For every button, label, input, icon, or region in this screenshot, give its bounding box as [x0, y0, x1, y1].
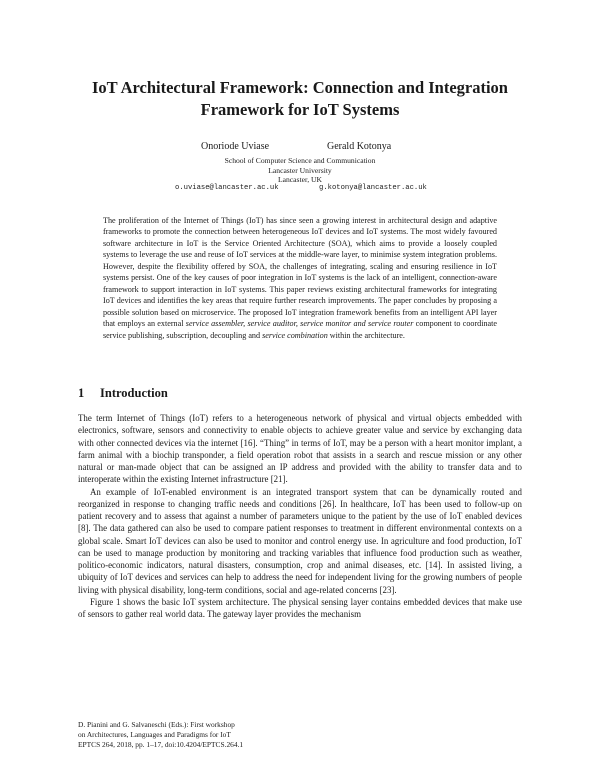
email-2: g.kotonya@lancaster.ac.uk	[319, 184, 427, 192]
footer-line-1: D. Pianini and G. Salvaneschi (Eds.): First workshop	[78, 720, 235, 729]
abstract	[103, 215, 497, 341]
page-footer	[78, 720, 243, 751]
body-paragraph-2: An example of IoT-enabled environment is an integrated transport system that can be dynamically routed and reorganized in response to changing traffic needs and conditions [26]. In healthcare, IoT has been used to follow-up on patient recovery and to assess that against a number of parameters unique to the patient by the use of IoT enabled devices [8]. The data gathered can also be used to compare patient responses to treatment in different environmental contexts on a global scale. Smart IoT devices can also be used to monitor and control energy use. In agriculture and food production, IoT can be used to manage production by monitoring and tracking variables that influence food production such as weather, politico-economic indicators, natural disasters, consumption, crop and animal diseases, etc. [14]. In assisted living, a ubiquity of IoT devices and services can help to address the need for independent living for the growing numbers of people living with physical disability, long-term conditions, social and age-related concerns [23].	[78, 486, 522, 595]
body-paragraph-3: Figure 1 shows the basic IoT system architecture. The physical sensing layer contains embedded devices that make use of sensors to gather real world data. The gateway layer provides the mechanism	[78, 596, 522, 619]
body-paragraph-1: The term Internet of Things (IoT) refers to a heterogeneous network of physical and virtual objects embedded with electronics, software, sensors and connectivity to enable objects to achieve greater value and service by exchanging data with other connected devices via the internet [16]. “Thing” in terms of IoT, may be a person with a heart monitor implant, a farm animal with a biochip transponder, a field operation robot that assists in a search and rescue mission or any other natural or man-made object that can be assigned an IP address and provided with the ability to transfer data and to interoperate within the existing Internet infrastructure [21].	[78, 413, 522, 485]
author-name-1: Onoriode Uviase	[201, 141, 270, 152]
title-line-1: IoT Architectural Framework: Connection and Integration	[92, 78, 508, 97]
abstract-text-3: within the architecture.	[327, 330, 405, 340]
affiliation-department: School of Computer Science and Communication	[224, 156, 376, 165]
author-name-2: Gerald Kotonya	[327, 141, 392, 152]
section-number: 1	[78, 386, 85, 400]
footer-line-3: EPTCS 264, 2018, pp. 1–17, doi:10.4204/EPTCS.264.1	[78, 740, 244, 750]
section-title: Introduction	[100, 386, 168, 400]
abstract-emphasis-2: service combination	[262, 330, 328, 340]
abstract-text-2: component to coordinate service publishing, subscription, decoupling and	[103, 319, 497, 340]
footer-line-2: on Architectures, Languages and Paradigms for IoT	[78, 730, 231, 740]
section-heading	[78, 386, 168, 401]
abstract-emphasis-1: service assembler, service auditor, service monitor and service router	[185, 319, 414, 329]
body-text	[78, 412, 522, 620]
affiliation-location: Lancaster, UK	[278, 175, 322, 184]
abstract-paragraph	[103, 215, 497, 341]
abstract-text-1: The proliferation of the Internet of Things (IoT) has since seen a growing interest in architectural design and adaptive frameworks to promote the connection between heterogeneous IoT devices and IoT systems. The most widely favoured software architecture in IoT is the Service Oriented Architecture (SOA), which aims to provide a loosely coupled systems to leverage the use and reuse of IoT services at the middle-ware layer, to minimise system integration problems. However, despite the flexibility offered by SOA, the challenges of integrating, scaling and ensuring resilience in IoT systems persist. One of the key causes of poor integration in IoT systems is the lack of an intelligent, connection-aware framework to support interaction in IoT systems. This paper reviews existing architectural frameworks for integrating IoT devices and identifies the key areas that require further research improvements. The paper concludes by proposing a possible solution based on microservice. The proposed IoT integration framework benefits from an intelligent API layer that employs an external	[103, 216, 497, 329]
paper-title	[60, 77, 540, 121]
affiliation-university: Lancaster University	[268, 165, 332, 175]
title-line-2: Framework for IoT Systems	[200, 100, 400, 119]
email-1: o.uviase@lancaster.ac.uk	[175, 184, 279, 192]
